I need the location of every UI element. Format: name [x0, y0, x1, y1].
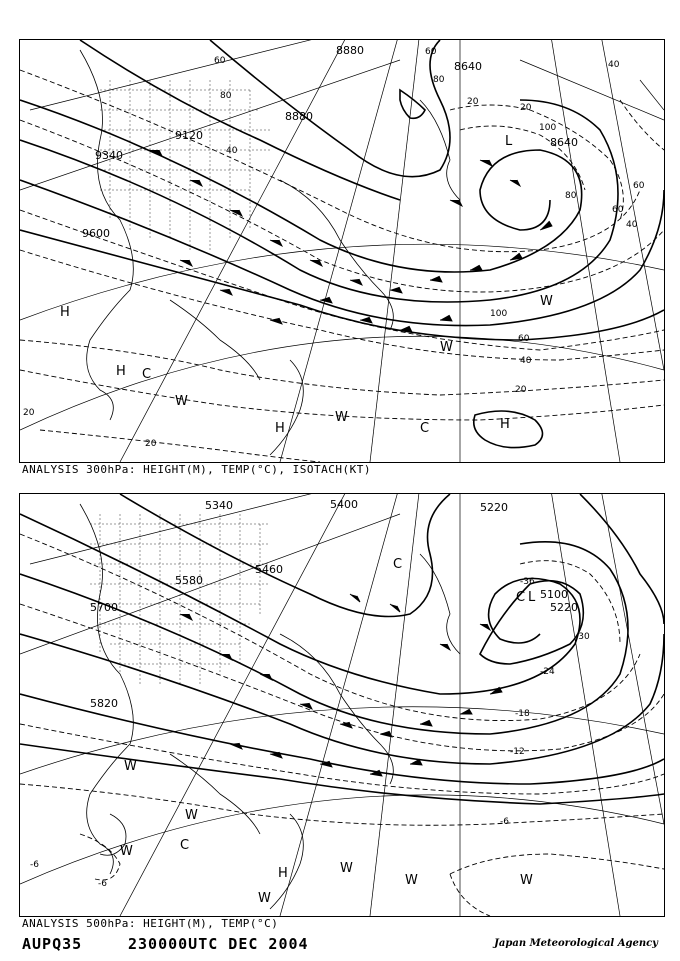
isotherm-label: -12 — [510, 747, 525, 757]
height-label: 9340 — [95, 149, 123, 162]
height-label: 5820 — [90, 697, 118, 710]
pressure-center: H — [500, 417, 510, 432]
wind-barbs — [150, 150, 552, 332]
hatched-region — [90, 514, 270, 684]
height-label: 9600 — [82, 227, 110, 240]
pressure-center: C — [180, 838, 190, 853]
isotherm-label: -24 — [540, 667, 555, 677]
height-label: 5700 — [90, 601, 118, 614]
isotach-label: 60 — [518, 334, 530, 344]
height-label: 5580 — [175, 574, 203, 587]
isotach-label: 20 — [520, 103, 532, 113]
pressure-center: H — [275, 421, 285, 436]
height-label: 5220 — [480, 501, 508, 514]
pressure-center: L — [505, 134, 513, 149]
pressure-center: W — [520, 873, 533, 888]
isotach-label: 40 — [226, 146, 238, 156]
pressure-center: W — [340, 861, 353, 876]
pressure-center: W — [124, 759, 137, 774]
height-label: 5100 — [540, 588, 568, 601]
isotach-label: 40 — [608, 60, 620, 70]
isotach-label: 20 — [145, 439, 157, 449]
graticule — [20, 40, 664, 462]
height-label: 8880 — [285, 110, 313, 123]
chart-300hpa — [19, 39, 665, 463]
caption-500hpa: ANALYSIS 500hPa: HEIGHT(M), TEMP(°C) — [22, 917, 279, 930]
height-label: 5460 — [255, 563, 283, 576]
caption-300hpa: ANALYSIS 300hPa: HEIGHT(M), TEMP(°C), ISOTACH(KT) — [22, 463, 372, 476]
height-label: 5220 — [550, 601, 578, 614]
isotach-label: 20 — [467, 97, 479, 107]
isotach-label: 100 — [490, 309, 508, 319]
height-label: 8880 — [336, 44, 364, 57]
height-contours — [20, 40, 664, 448]
isotherm-label: -6 — [500, 817, 509, 827]
pressure-center: H — [278, 866, 288, 881]
height-label: 8640 — [550, 136, 578, 149]
agency-name: Japan Meteorological Agency — [494, 938, 658, 949]
pressure-center: W — [175, 394, 188, 409]
height-label: 8640 — [454, 60, 482, 73]
pressure-center: W — [440, 340, 453, 355]
height-label: 5400 — [330, 498, 358, 511]
chart-500hpa — [19, 493, 665, 917]
wind-barbs — [180, 594, 502, 776]
isotach-label: 80 — [220, 91, 232, 101]
pressure-center: C — [516, 590, 526, 605]
pressure-center: W — [120, 844, 133, 859]
pressure-center: W — [540, 294, 553, 309]
pressure-center: W — [405, 873, 418, 888]
pressure-center: W — [335, 410, 348, 425]
hatched-region — [100, 80, 270, 250]
height-label: 9120 — [175, 129, 203, 142]
isotherm-label: -6 — [30, 860, 39, 870]
isotach-label: 60 — [214, 56, 226, 66]
chart-id: AUPQ35 — [22, 935, 83, 953]
isotach-label: 100 — [539, 123, 557, 133]
height-contours — [20, 494, 664, 804]
chart-timestamp: 230000UTC DEC 2004 — [128, 935, 309, 953]
pressure-center: W — [258, 891, 271, 906]
isotach-label: 40 — [626, 220, 638, 230]
isotherm-label: -36 — [520, 577, 535, 587]
pressure-center: L — [528, 590, 536, 605]
isotach-label: 40 — [520, 356, 532, 366]
pressure-center: W — [185, 808, 198, 823]
isotach-label: 20 — [23, 408, 35, 418]
isotherm-label: -6 — [98, 879, 107, 889]
height-label: 5340 — [205, 499, 233, 512]
isotach-label: 60 — [633, 181, 645, 191]
map-300hpa — [20, 40, 664, 462]
isotach-label: 80 — [433, 75, 445, 85]
pressure-center: C — [142, 367, 152, 382]
pressure-center: H — [60, 305, 70, 320]
isotach-contours — [20, 70, 664, 462]
pressure-center: H — [116, 364, 126, 379]
pressure-center: C — [393, 557, 403, 572]
isotherm-label: -30 — [575, 632, 590, 642]
map-500hpa — [20, 494, 664, 916]
isotach-label: 20 — [515, 385, 527, 395]
pressure-center: C — [420, 421, 430, 436]
isotach-label: 80 — [565, 191, 577, 201]
isotherm-label: -18 — [515, 709, 530, 719]
isotach-label: 60 — [425, 47, 437, 57]
isotach-label: 60 — [612, 205, 624, 215]
